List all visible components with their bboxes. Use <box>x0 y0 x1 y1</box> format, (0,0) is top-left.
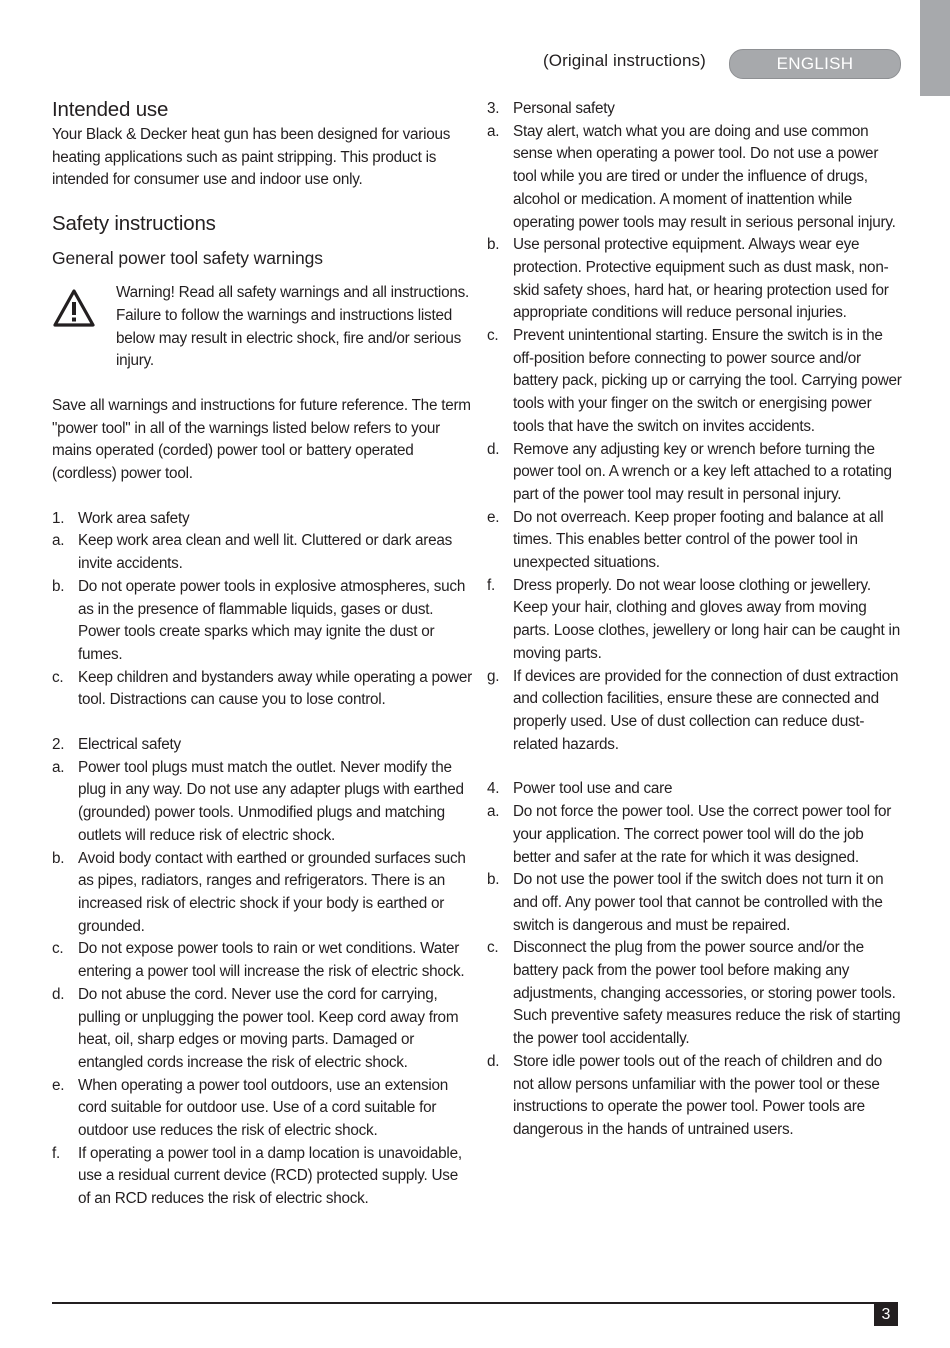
list-item <box>487 234 905 325</box>
left-column <box>52 98 472 1211</box>
warning-text: Warning! Read all safety warnings and all instructions. Failure to follow the warnings and instructions listed below may result in electric shock, fire and/or serious injury. <box>116 284 469 370</box>
list-item-text: Do not operate power tools in explosive atmospheres, such as in the presence of flammable liquids, gases or dust. Power tools create sparks which may ignite the dust or fumes. <box>78 577 466 663</box>
list-item <box>52 530 472 575</box>
list-item-text: Avoid body contact with earthed or grounded surfaces such as pipes, radiators, ranges and refrigerators. There is an increased risk of electric shock if your body is earthed or grounded. <box>78 849 466 935</box>
section-title: Personal safety <box>513 100 615 117</box>
list-item-label: c. <box>52 668 64 686</box>
section-number: 1. <box>52 509 65 527</box>
section-title: Electrical safety <box>78 736 181 754</box>
list-item-text: Use personal protective equipment. Always wear eye protection. Protective equipment such as dust mask, non-skid safety shoes, hard hat, or hearing protection used for appropriate conditions will reduce personal injuries. <box>513 236 889 322</box>
safety-instructions-title: Safety instructions <box>52 212 216 236</box>
list-item <box>487 801 905 869</box>
work-area-safety-list <box>52 530 472 712</box>
section-title: Power tool use and care <box>513 780 673 798</box>
general-warnings-title: General power tool safety warnings <box>52 248 323 269</box>
list-item-text: Do not abuse the cord. Never use the cord for carrying, pulling or unplugging the power tool. Keep cord away from heat, oil, sharp edges or moving parts. Damaged or entangled cords increase the risk of electric shock. <box>78 985 459 1071</box>
list-item-text: Power tool plugs must match the outlet. Never modify the plug in any way. Do not use any adapter plugs with earthed (grounded) power tools. Unmodified plugs and matching outlets will reduce risk of electric shock. <box>78 758 464 844</box>
list-item-label: c. <box>52 940 64 958</box>
list-item-label: g. <box>487 667 500 685</box>
list-item <box>52 576 472 667</box>
list-item-label: d. <box>487 440 500 458</box>
edge-tab-marker <box>920 0 950 96</box>
list-item-label: e. <box>487 508 500 526</box>
list-item <box>487 121 905 235</box>
list-item-text: Do not overreach. Keep proper footing and balance at all times. This enables better control of the power tool in unexpected situations. <box>513 508 884 572</box>
list-item-label: b. <box>487 236 500 254</box>
list-item <box>487 666 905 757</box>
list-item-label: c. <box>487 939 499 957</box>
list-item <box>487 439 905 507</box>
list-item-text: If devices are provided for the connection of dust extraction and collection facilities, ensure these are connected and properly used. Use of dust collection can reduce dust-related hazards. <box>513 667 899 753</box>
list-item-text: Disconnect the plug from the power source and/or the battery pack from the power tool before making any adjustments, changing accessories, or storing power tools. Such preventive safety measures reduce the risk of starting the power tool accidentally. <box>513 939 901 1048</box>
warning-block <box>52 282 472 373</box>
list-item-text: Do not use the power tool if the switch does not turn it on and off. Any power tool that cannot be controlled with the switch is dangerous and must be repaired. <box>513 871 884 934</box>
list-item <box>52 848 472 939</box>
list-item-label: b. <box>487 871 500 889</box>
list-item <box>487 869 905 937</box>
section-title: Work area safety <box>78 509 190 527</box>
list-item-label: a. <box>487 803 500 821</box>
list-item <box>52 1075 472 1143</box>
list-item-label: d. <box>52 985 65 1003</box>
save-warnings-text: Save all warnings and instructions for future reference. The term "power tool" in all of the warnings listed below refers to your mains operated (corded) power tool or battery operated (cordless) power tool. <box>52 396 471 483</box>
electrical-safety-list <box>52 757 472 1211</box>
list-item-text: Do not expose power tools to rain or wet conditions. Water entering a power tool will increase the risk of electric shock. <box>78 940 465 981</box>
list-item <box>52 667 472 712</box>
section-heading <box>52 508 472 531</box>
list-item-label: b. <box>52 577 65 595</box>
list-item <box>487 575 905 666</box>
list-item <box>487 1051 905 1142</box>
list-item-text: Prevent unintentional starting. Ensure the switch is in the off-position before connecting to power source and/or battery pack, picking up or carrying the tool. Carrying power tools with your finger on the switch or energising power tools that have the switch on invites accidents. <box>513 327 902 435</box>
section-heading <box>487 98 905 121</box>
footer-rule <box>52 1302 898 1304</box>
intended-use-title: Intended use <box>52 98 169 121</box>
section-heading <box>487 778 905 801</box>
personal-safety-list <box>487 121 905 757</box>
list-item-text: Remove any adjusting key or wrench before turning the power tool on. A wrench or a key left attached to a rotating part of the power tool may result in personal injury. <box>513 440 892 503</box>
list-item-text: Keep work area clean and well lit. Cluttered or dark areas invite accidents. <box>78 532 453 573</box>
section-number: 3. <box>487 100 500 117</box>
list-item-text: Dress properly. Do not wear loose clothing or jewellery. Keep your hair, clothing and gloves away from moving parts. Loose clothes, jewellery or long hair can be caught in moving parts. <box>513 576 900 662</box>
intended-use-body: Your Black & Decker heat gun has been designed for various heating applications such as paint stripping. This product is intended for consumer use and indoor use only. <box>52 126 451 189</box>
list-item <box>52 938 472 983</box>
page-number: 3 <box>874 1304 898 1326</box>
list-item-label: c. <box>487 327 499 345</box>
section-number: 4. <box>487 780 500 798</box>
list-item-text: If operating a power tool in a damp location is unavoidable, use a residual current device (RCD) protected supply. Use of an RCD reduces the risk of electric shock. <box>78 1144 462 1208</box>
list-item-text: When operating a power tool outdoors, use an extension cord suitable for outdoor use. Use of a cord suitable for outdoor use reduces the risk of electric shock. <box>78 1076 449 1140</box>
list-item-label: a. <box>52 758 65 776</box>
list-item <box>487 325 905 439</box>
power-tool-use-list <box>487 801 905 1142</box>
list-item-text: Stay alert, watch what you are doing and use common sense when operating a power tool. Do not use a power tool while you are tired or under the influence of drugs, alcohol or medication. A moment of inattention while operating power tools may result in serious personal injury. <box>513 122 896 231</box>
list-item-text: Do not force the power tool. Use the correct power tool for your application. The correct power tool will do the job better and safer at the rate for which it was designed. <box>513 803 892 866</box>
list-item <box>487 507 905 575</box>
list-item-label: a. <box>52 532 65 550</box>
list-item-text: Keep children and bystanders away while operating a power tool. Distractions can cause you to lose control. <box>78 668 472 709</box>
list-item <box>52 1143 472 1211</box>
section-heading <box>52 734 472 757</box>
right-column <box>487 98 905 1142</box>
list-item-text: Store idle power tools out of the reach of children and do not allow persons unfamiliar with the power tool or these instructions to operate the power tool. Power tools are dangerous in the hands of untrained users. <box>513 1052 883 1138</box>
warning-triangle-icon <box>52 282 116 373</box>
list-item-label: f. <box>487 576 495 594</box>
list-item-label: f. <box>52 1144 60 1162</box>
list-item <box>52 984 472 1075</box>
original-instructions-label: (Original instructions) <box>543 51 706 70</box>
language-badge: ENGLISH <box>729 49 901 79</box>
list-item <box>487 937 905 1051</box>
section-number: 2. <box>52 736 65 754</box>
list-item-label: d. <box>487 1052 500 1070</box>
list-item-label: b. <box>52 849 65 867</box>
list-item <box>52 757 472 848</box>
list-item-label: a. <box>487 122 500 140</box>
list-item-label: e. <box>52 1076 65 1094</box>
